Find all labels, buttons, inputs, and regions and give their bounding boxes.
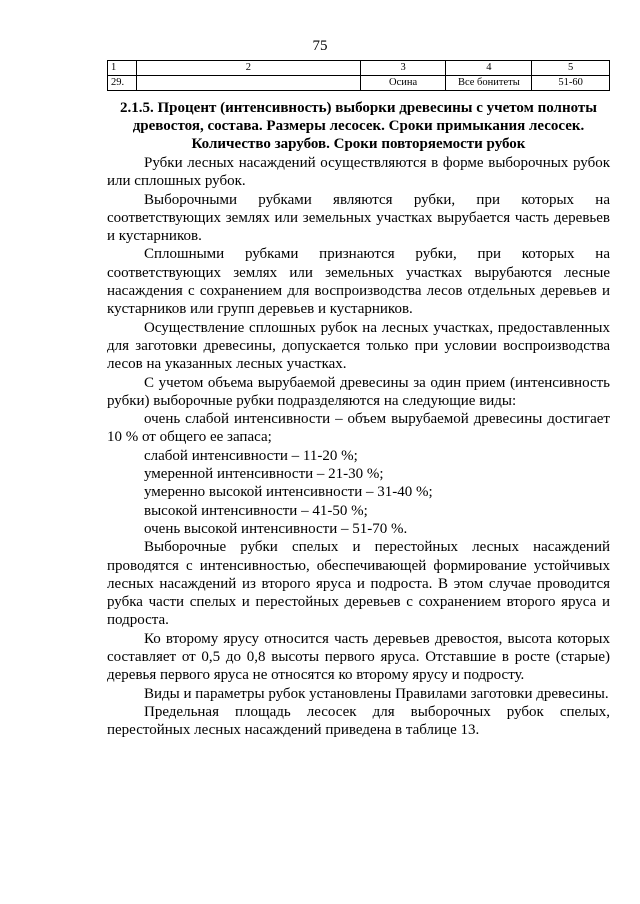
table-cell: 51-60 <box>532 76 610 91</box>
table-header-row <box>108 61 610 76</box>
table-cell: Осина <box>360 76 446 91</box>
paragraph: С учетом объема вырубаемой древесины за один прием (интенсивность рубки) выборочные рубки подразделяются на следующие виды: <box>107 374 610 409</box>
paragraph: Осуществление сплошных рубок на лесных участках, предоставленных для заготовки древесины, допускается только при условии воспроизводства лесов на указанных лесных участках. <box>107 319 610 373</box>
page-number: 75 <box>312 38 328 54</box>
table-header-cell: 3 <box>360 61 446 76</box>
paragraph: Сплошными рубками признаются рубки, при которых на соответствующих землях или земельных участках вырубаются лесные насаждения с сохранением для воспроизводства лесов отдельных деревьев и кустарников или групп деревьев и кустарников. <box>107 246 610 318</box>
table-header-cell: 2 <box>136 61 360 76</box>
paragraph: Выборочными рубками являются рубки, при которых на соответствующих землях или земельных участках вырубается часть деревьев и кустарников. <box>107 191 610 245</box>
paragraph: Предельная площадь лесосек для выборочных рубок спелых, перестойных лесных насаждений приведена в таблице 13. <box>107 703 610 739</box>
section-heading: 2.1.5. Процент (интенсивность) выборки древесины с учетом полноты древостоя, состава. Размеры лесосек. Сроки примыкания лесосек. Количество зарубов. Сроки повторяемости рубок <box>120 100 597 152</box>
table-cell: 29. <box>108 76 137 91</box>
table-cell <box>136 76 360 91</box>
section-body <box>107 154 610 740</box>
list-item: очень слабой интенсивности – объем вырубаемой древесины достигает 10 % от общего ее запаса; <box>107 411 610 446</box>
list-item: умеренно высокой интенсивности – 31-40 %; <box>144 484 433 501</box>
paragraph: Виды и параметры рубок установлены Правилами заготовки древесины. <box>144 685 609 702</box>
table-header-cell: 5 <box>532 61 610 76</box>
table-row <box>108 76 610 91</box>
paragraph: Ко второму ярусу относится часть деревьев древостоя, высота которых составляет от 0,5 до 0,8 высоты первого яруса. Отставшие в росте (старые) деревья первого яруса не относятся ко второму ярусу и подросту. <box>107 630 610 684</box>
list-item: очень высокой интенсивности – 51-70 %. <box>144 520 408 537</box>
table-cell: Все бонитеты <box>446 76 532 91</box>
paragraph: Рубки лесных насаждений осуществляются в форме выборочных рубок или сплошных рубок. <box>107 155 610 190</box>
paragraph: Выборочные рубки спелых и перестойных лесных насаждений проводятся с интенсивностью, обеспечивающей формирование устойчивых лесных насаждений из второго яруса и подроста. В этом случае проводится рубка части спелых и перестойных деревьев с сохранением второго яруса и подроста. <box>107 539 610 629</box>
table-header-cell: 4 <box>446 61 532 76</box>
list-item: умеренной интенсивности – 21-30 %; <box>144 466 384 483</box>
continued-table <box>107 60 610 91</box>
table-header-cell: 1 <box>108 61 137 76</box>
list-item: слабой интенсивности – 11-20 %; <box>144 447 358 464</box>
list-item: высокой интенсивности – 41-50 %; <box>144 502 368 519</box>
